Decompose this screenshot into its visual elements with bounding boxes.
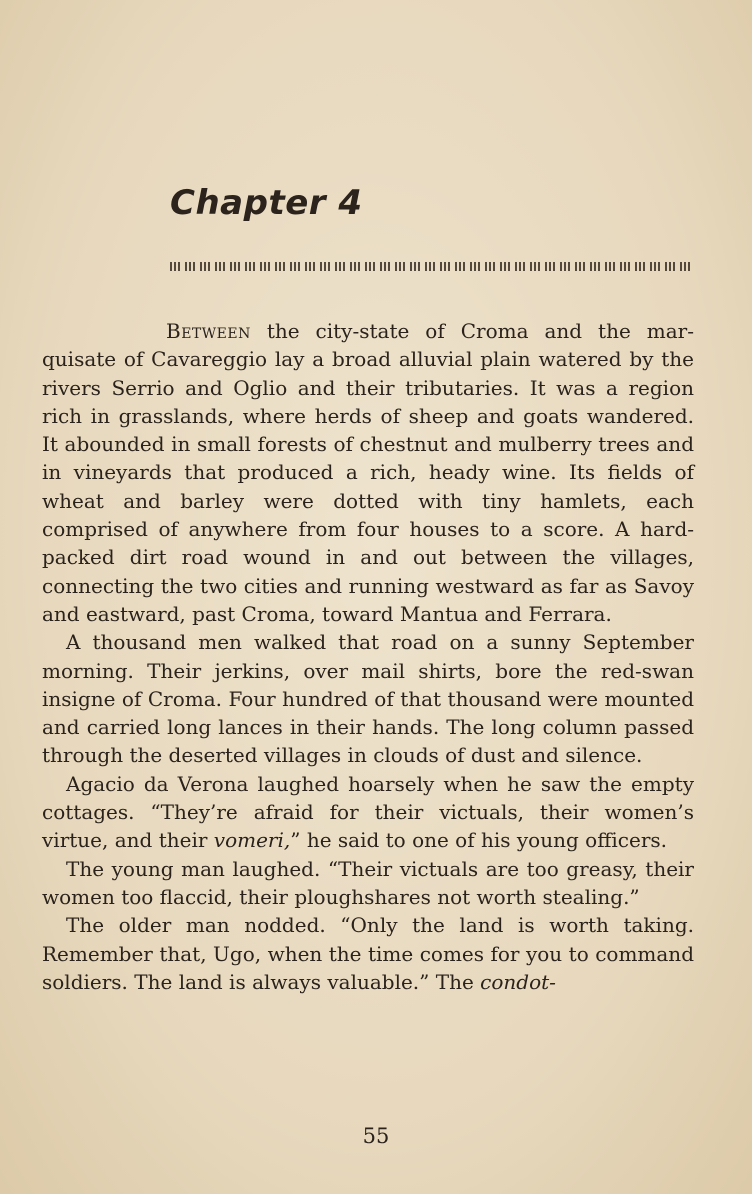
italic-word: vomeri, [213, 828, 291, 853]
page-number: 55 [362, 1124, 390, 1148]
paragraph-3-after: ” he said to one of his young officers. [290, 828, 668, 853]
paragraph-5-before: The older man nodded. “Only the land is worth taking. Remember that, Ugo, when the time comes for you to command soldiers. The land is always valuable.” The [42, 913, 694, 994]
paragraph-3 [42, 770, 694, 855]
body-text [42, 317, 694, 996]
paragraph-2: A thousand men walked that road on a sunny September morning. Their jerkins, over mail shirts, bore the red-swan insigne of Croma. Four hundred of that thousand were mounted and carried long lances in their hands. The long column passed through the deserted villages in clouds of dust and silence. [42, 630, 694, 768]
paragraph-1 [42, 317, 694, 628]
decorative-rule [170, 262, 695, 271]
italic-word: condot- [480, 969, 556, 994]
paragraph-4: The young man laughed. “Their victuals are too greasy, their women too flaccid, their ploughshares not worth stealing.” [42, 856, 694, 909]
paragraph-5 [42, 911, 694, 996]
paragraph-1-text: the city-state of Croma and the marquisate of Cavareggio lay a broad alluvial plain watered by the rivers Serrio and Oglio and their tributaries. It was a region rich in grasslands, where herds of sheep and goats wandered. It abounded in small forests of chestnut and mulberry trees and in vineyards that produced a rich, heady wine. Its fields of wheat and barley were dotted with tiny hamlets, each comprised of anywhere from four houses to a score. A hard-packed dirt road wound in and out between the villages, connecting the two cities and running westward as far as Savoy and eastward, past Croma, toward Mantua and Ferrara. [42, 319, 694, 626]
paragraph-3-before: Agacio da Verona laughed hoarsely when he saw the empty cottages. “They’re afraid for their victuals, their women’s virtue, and their [42, 771, 694, 853]
chapter-title: Chapter 4 [170, 183, 363, 223]
drop-lead-word: Between [166, 319, 251, 343]
